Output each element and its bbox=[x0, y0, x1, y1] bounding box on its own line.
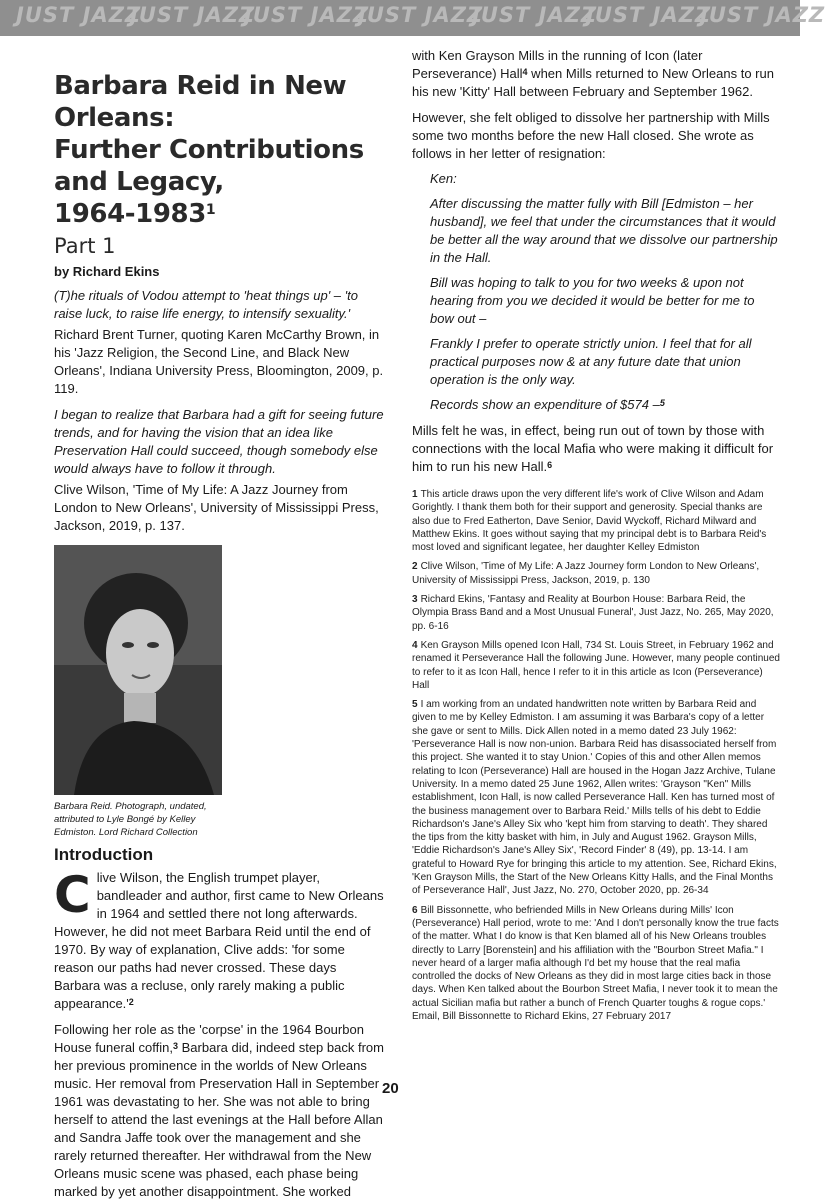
epigraph-quote: I began to realize that Barbara had a gift for seeing future trends, and for having the vision that an idea like Preservation Hall could succeed, though somebody else would always have to follow it through. bbox=[54, 407, 384, 476]
footnote-text: Ken Grayson Mills opened Icon Hall, 734 St. Louis Street, in February 1962 and renamed it Perseverance Hall the following June. However, many people continued to refer to it as Icon Hall, hence I refer to it in this article as Icon (Perseverance) Hall bbox=[412, 639, 780, 691]
body-paragraph: However, she felt obliged to dissolve her partnership with Mills some two months before the new Hall closed. She wrote as follows in her letter of resignation: bbox=[412, 110, 770, 161]
footnote-ref: 3 bbox=[173, 1041, 179, 1051]
footnote-text: Bill Bissonnette, who befriended Mills in New Orleans during Mills' Icon (Perseverance) Hall period, wrote to me: 'And I don't personally know the true facts of the matter. What I do know is that Ken blamed all of his New Orleans troubles directly to Larry [Borenstein] and his affiliation with the "Bourbon Street Mafia." I never heard of a larger mafia although I'd bet my house that the real mafia controlled the docks of New Orleans as they did in most large cities back in those days. When Ken talked about the Bourbon Street Mafia, I never took it to mean the actual Sicilian mafia but rather a bunch of French Quarter toughs & rogue cops.' Email, Bill Bissonnette to Richard Ekins, 27 February 2017 bbox=[412, 904, 779, 1022]
footnote-text: Clive Wilson, 'Time of My Life: A Jazz Journey form London to New Orleans', University of Mississippi Press, Jackson, 2019, p. 130 bbox=[412, 561, 760, 586]
body-paragraph bbox=[412, 422, 780, 476]
intro-paragraph bbox=[54, 866, 384, 1013]
title-line: Further Contributions and Legacy, bbox=[54, 135, 364, 197]
footnote bbox=[412, 904, 780, 1024]
letter-paragraph: Bill was hoping to talk to you for two weeks & upon not hearing from you we decided it would be better for me to bow out – bbox=[430, 275, 755, 326]
footnotes bbox=[412, 488, 780, 1023]
footnote-ref: 2 bbox=[128, 997, 134, 1007]
paragraph-text: when Mills returned to New Orleans to run his new 'Kitty' Hall between February and September 1962. bbox=[412, 66, 774, 99]
article-title bbox=[54, 70, 384, 230]
epigraph-source: Clive Wilson, 'Time of My Life: A Jazz Journey from London to New Orleans', University of Mississippi Press, Jackson, 2019, p. 137. bbox=[54, 482, 379, 533]
footnote-number: 2 bbox=[412, 561, 418, 573]
footnote-number: 3 bbox=[412, 594, 418, 606]
section-heading: Introduction bbox=[54, 845, 154, 864]
letter-paragraph: After discussing the matter fully with Bill [Edmiston – her husband], we feel that under the circumstances that it would be better all the way around that we dissolve our partnership in the Hall. bbox=[430, 196, 778, 265]
footnote-number: 1 bbox=[412, 489, 418, 500]
paragraph-text: Following her role as the 'corpse' in the 1964 Bourbon House funeral coffin, bbox=[54, 1022, 364, 1055]
masthead-banner bbox=[0, 0, 825, 36]
letter-salutation: Ken: bbox=[430, 171, 457, 186]
paragraph-text: Barbara did, indeed step back from her previous prominence in the worlds of New Orleans music. Her removal from Preservation Hall in September 1961 was devastating to her. She was not able to bring herself to attend the last evenings at the Hall before Allan and Sandra Jaffe took over the management and she rarely returned thereafter. Her withdrawal from the New Orleans music scene was phased, each phase being marked by yet another disappointment. She worked bbox=[54, 1040, 384, 1199]
intro-paragraph bbox=[54, 1021, 384, 1201]
paragraph-text: with Ken Grayson Mills in the running of Icon (later Perseverance) Hall bbox=[412, 48, 703, 81]
body-paragraph bbox=[412, 47, 780, 101]
masthead-text: JUST JAZZ bbox=[472, 3, 598, 27]
left-column bbox=[54, 70, 384, 1201]
paragraph-text: Records show an expenditure of $574 – bbox=[430, 397, 660, 412]
footnote-number: 6 bbox=[412, 904, 418, 916]
footnote-number: 5 bbox=[412, 699, 418, 711]
paragraph-text: Mills felt he was, in effect, being run out of town by those with connections with the local Mafia who were making it difficult for him to run his new Hall. bbox=[412, 423, 774, 474]
photo-caption: Barbara Reid. Photograph, undated, attributed to Lyle Bongé by Kelley Edmiston. Lord Richard Collection bbox=[54, 801, 207, 838]
title-line: 1964-1983 bbox=[54, 199, 206, 229]
footnote bbox=[412, 488, 780, 554]
letter-paragraph bbox=[412, 396, 780, 414]
footnote-ref: 5 bbox=[659, 398, 665, 408]
epigraph-source: Richard Brent Turner, quoting Karen McCarthy Brown, in his 'Jazz Religion, the Second Line, and Black New Orleans', Indiana University Press, Bloomington, 2009, p. 119. bbox=[54, 327, 384, 396]
footnote-text: I am working from an undated handwritten note written by Barbara Reid and given to me by Kelley Edmiston. I am assuming it was Barbara's copy of a letter she gave or sent to Mills. Dick Allen noted in a memo dated 23 July 1962: 'Perseverance Hall is now non-union. Barbara Reid has disassociated herself from this project. She wanted it to stay Union.' Copies of this and other Allen memos relating to Icon (Perseverance) Hall are housed in the Hogan Jazz Archive, Tulane University. In a memo dated 25 June 1962, Allen writes: 'Grayson "Ken" Mills establishment, Icon Hall, is now called Perseverance Hall. Ken has turned most of the business management over to Barbara Reid.' Mills tells of his debt to Eddie Richardson's Jane's Alley Six who 'kept him from starving to death'. They shared the tips from the kitty basket with him, in July and August 1962. Grayson Mills, 'Eddie Richardson's Jane's Alley Six', 'Record Finder' 8 (49), pp. 13-14. I am grateful to Howard Rye for bringing this article to my attention. See, Richard Ekins, 'Ken Grayson Mills, the Start of the New Orleans Kitty Halls, and the Final Months of Perseverance Hall', Just Jazz, No. 270, October 2020, pp. 26-34 bbox=[412, 699, 777, 897]
masthead-text: JUST JAZZ bbox=[586, 3, 712, 27]
part-heading: Part 1 bbox=[54, 234, 116, 258]
footnote-text: This article draws upon the very different life's work of Clive Wilson and Adam Gorightly. I thank them both for their support and generosity. Special thanks are also due to Fred Eatherton, Dave Senior, David Wyckoff, Richard Milward and Matthew Ekins. It goes without saying that my principal debt is to Barbara Reid's most loved and significant legatee, her daughter Kelley Edmiston bbox=[412, 489, 767, 554]
footnote bbox=[412, 639, 780, 692]
byline: by Richard Ekins bbox=[54, 264, 160, 279]
footnote-ref: 4 bbox=[522, 67, 528, 77]
portrait-photo bbox=[54, 545, 222, 795]
footnote bbox=[412, 593, 780, 633]
drop-cap: C bbox=[54, 866, 91, 924]
portrait-illustration bbox=[54, 545, 222, 795]
right-column bbox=[412, 44, 780, 1023]
masthead-text: JUST JAZZ bbox=[130, 3, 256, 27]
epigraph-quote: (T)he rituals of Vodou attempt to 'heat things up' – 'to raise luck, to raise life energy, to intensify sexuality.' bbox=[54, 288, 358, 321]
masthead-text: JUST JAZZ bbox=[244, 3, 370, 27]
footnote-text: Richard Ekins, 'Fantasy and Reality at Bourbon House: Barbara Reid, the Olympia Brass Band and a Most Unusual Funeral', Just Jazz, No. 265, May 2020, pp. 6-16 bbox=[412, 594, 774, 632]
footnote-number: 4 bbox=[412, 639, 418, 651]
footnote-ref: 1 bbox=[205, 202, 216, 218]
letter-paragraph: Frankly I prefer to operate strictly union. I feel that for all practical purposes now & at any future date that union operation is the only way. bbox=[430, 336, 752, 387]
footnote-ref: 6 bbox=[547, 460, 553, 470]
footnote bbox=[412, 698, 780, 897]
page-number: 20 bbox=[382, 1080, 399, 1097]
paragraph-text: live Wilson, the English trumpet player, bandleader and author, first came to New Orleans in 1964 and settled there not long afterwards. However, he did not meet Barbara Reid until the end of 1970. By way of explanation, Clive adds: 'for some reason our paths had never crossed. These days Barbara was a recluse, only rarely making a public appearance.' bbox=[54, 870, 384, 1011]
masthead-text: JUST JAZZ bbox=[16, 3, 142, 27]
masthead-text: JUST JAZZ bbox=[700, 3, 825, 27]
footnote bbox=[412, 560, 780, 587]
masthead-text: JUST JAZZ bbox=[358, 3, 484, 27]
title-line: Barbara Reid in New Orleans: bbox=[54, 71, 347, 133]
